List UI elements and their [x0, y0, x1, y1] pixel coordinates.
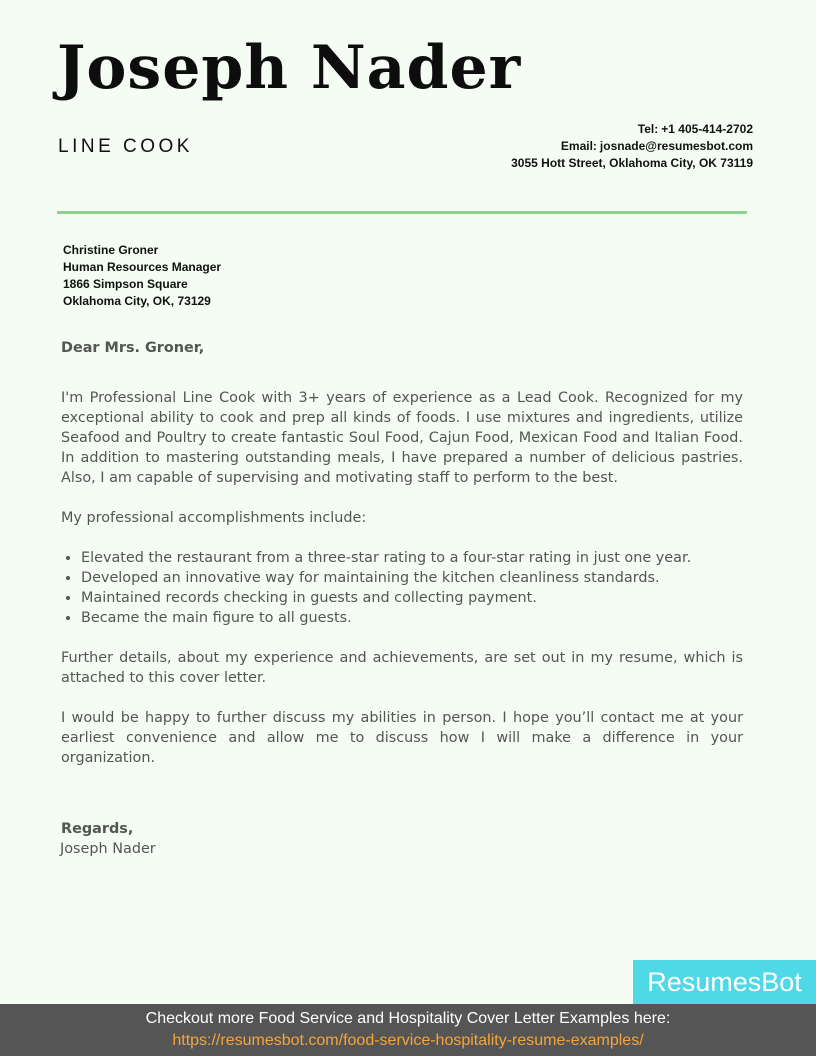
- signer-name: Joseph Nader: [60, 841, 156, 857]
- contact-address: 3055 Hott Street, Oklahoma City, OK 73119: [511, 156, 753, 170]
- accomplishments-list: [61, 548, 743, 628]
- contact-phone: [511, 121, 753, 138]
- phone-label: Tel:: [637, 122, 659, 136]
- accomplishments-intro: My professional accomplishments include:: [61, 510, 367, 526]
- job-title: LINE COOK: [58, 136, 193, 157]
- list-item: • Elevated the restaurant from a three-star rating to a four-star rating in just one year.: [81, 548, 743, 568]
- resumesbot-badge[interactable]: ResumesBot: [633, 960, 816, 1004]
- list-item: • Became the main figure to all guests.: [81, 608, 743, 628]
- footer-text: Checkout more Food Service and Hospitality Cover Letter Examples here:: [145, 1010, 671, 1027]
- recipient-block: [63, 242, 221, 310]
- details-paragraph: Further details, about my experience and achievements, are set out in my resume, which is attached to this cover letter.: [61, 650, 743, 686]
- header-divider: [57, 211, 747, 214]
- letter-body: [61, 338, 743, 788]
- closing-paragraph: I would be happy to further discuss my abilities in person. I hope you’ll contact me at your earliest convenience and allow me to discuss how I will make a difference in your organization.: [61, 710, 743, 766]
- closing-block: [61, 819, 156, 859]
- intro-paragraph: I'm Professional Line Cook with 3+ years of experience as a Lead Cook. Recognized for my exceptional ability to cook and prep all kinds of foods. I use mixtures and ingredients, utilize Seafood and Poultry to create fantastic Soul Food, Cajun Food, Mexican Food and Italian Food. In addition to mastering outstanding meals, I have prepared a number of delicious pastries. Also, I am capable of supervising and motivating staff to perform to the best.: [61, 390, 743, 486]
- salutation: Dear Mrs. Groner,: [61, 340, 205, 356]
- footer-link[interactable]: https://resumesbot.com/food-service-hospitality-resume-examples/: [172, 1032, 644, 1049]
- recipient-city: Oklahoma City, OK, 73129: [63, 294, 211, 308]
- contact-block: [511, 121, 753, 172]
- regards: Regards,: [61, 821, 134, 837]
- applicant-name: Joseph Nader: [57, 33, 522, 103]
- recipient-street: 1866 Simpson Square: [63, 277, 188, 291]
- recipient-title: Human Resources Manager: [63, 260, 222, 274]
- recipient-name: Christine Groner: [63, 243, 159, 257]
- phone-value: +1 405-414-2702: [661, 122, 753, 136]
- email-label: Email:: [560, 139, 597, 153]
- footer-banner: [0, 1004, 816, 1056]
- contact-email: [511, 138, 753, 155]
- list-item: • Developed an innovative way for maintaining the kitchen cleanliness standards.: [81, 568, 743, 588]
- email-value: josnade@resumesbot.com: [599, 139, 753, 153]
- list-item: • Maintained records checking in guests and collecting payment.: [81, 588, 743, 608]
